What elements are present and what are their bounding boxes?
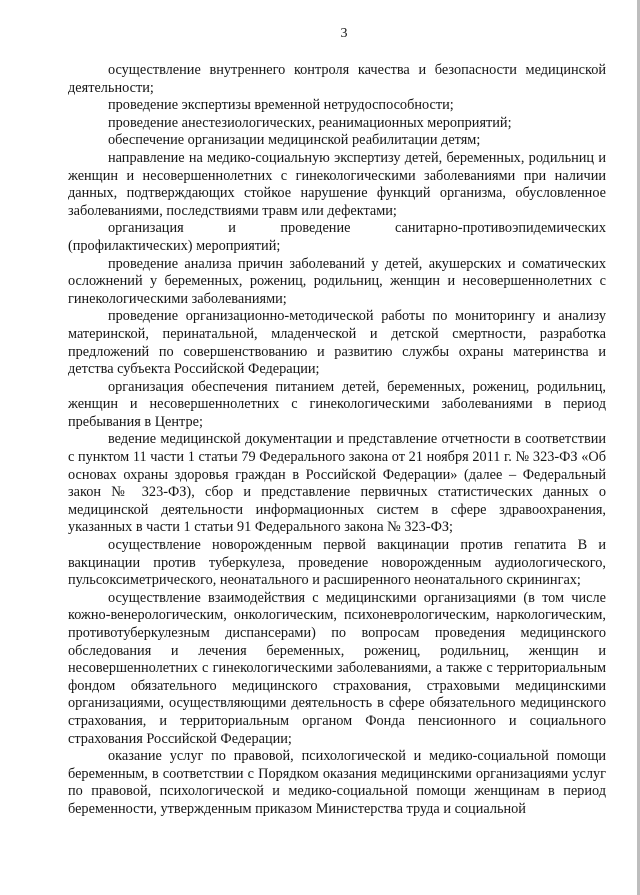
- paragraph-nutrition: организация обеспечения питанием детей, беременных, рожениц, родильниц, женщин и несовершеннолетних с гинекологическими заболеваниями в период пребывания в Центре;: [68, 378, 606, 430]
- paragraph-rehabilitation: обеспечение организации медицинской реабилитации детям;: [108, 132, 481, 149]
- page-number: 3: [340, 26, 348, 41]
- paragraph-medical-social-expertise: направление на медико-социальную экспертизу детей, беременных, родильниц и женщин и несовершеннолетних с гинекологическими заболеваниями при наличии данных, подтверждающих стойкое нарушение функций организма, обусловленное заболеваниями, последствиями травм или дефектами;: [68, 149, 606, 219]
- paragraph-documentation: ведение медицинской документации и представление отчетности в соответствии с пунктом 11 части 1 статьи 79 Федерального закона от 21 ноября 2011 г. № 323-ФЗ «Об основах охраны здоровья граждан в Российской Федерации» (далее – Федеральный закон № 323-ФЗ), сбор и представление первичных статистических данных о медицинской деятельности информационных систем в сфере здравоохранения, указанных в части 1 статьи 91 Федерального закона № 323-ФЗ;: [68, 431, 606, 536]
- paragraph-vaccination: осуществление новорожденным первой вакцинации против гепатита В и вакцинации против туберкулеза, проведение новорожденным аудиологического, пульсоксиметрического, неонатального и расширенного неонатального скринингах;: [68, 537, 606, 589]
- paragraph-methodical-work: проведение организационно-методической работы по мониторингу и анализу материнской, перинатальной, младенческой и детской смертности, разработка предложений по совершенствованию и развитию службы охраны материнства и детства субъекта Российской Федерации;: [68, 308, 606, 378]
- paragraph-internal-quality-control: осуществление внутреннего контроля качества и безопасности медицинской деятельности;: [68, 62, 606, 96]
- paragraph-legal-assistance: оказание услуг по правовой, психологической и медико-социальной помощи беременным, в соответствии с Порядком оказания медицинскими организациями услуг по правовой, психологической и медико-социальной помощи женщинам в период беременности, утвержденным приказом Министерства труда и социальной: [68, 748, 606, 817]
- paragraph-disability-expertise: проведение экспертизы временной нетрудоспособности;: [108, 97, 454, 114]
- paragraph-sanitary-measures: организация и проведение санитарно-противоэпидемических (профилактических) мероприятий;: [68, 220, 606, 254]
- paragraph-anesthesiology: проведение анестезиологических, реанимационных мероприятий;: [108, 114, 512, 131]
- paragraph-disease-analysis: проведение анализа причин заболеваний у детей, акушерских и соматических осложнений у беременных, рожениц, родильниц, женщин и несовершеннолетних с гинекологическими заболеваниями;: [68, 255, 606, 307]
- document-body: [68, 62, 606, 819]
- paragraph-cooperation: осуществление взаимодействия с медицинскими организациями (в том числе кожно-венерологическим, онкологическим, психоневрологическим, наркологическим, противотуберкулезным диспансерами) по вопросам проведения медицинского обследования и лечения беременных, рожениц, родильниц, женщин и несовершеннолетних с гинекологическими заболеваниями, а также с территориальным фондом обязательного медицинского страхования, страховыми медицинскими организациями, осуществляющими деятельность в сфере обязательного медицинского страхования, и территориальным органом Фонда пенсионного и социального страхования Российской Федерации;: [68, 589, 606, 747]
